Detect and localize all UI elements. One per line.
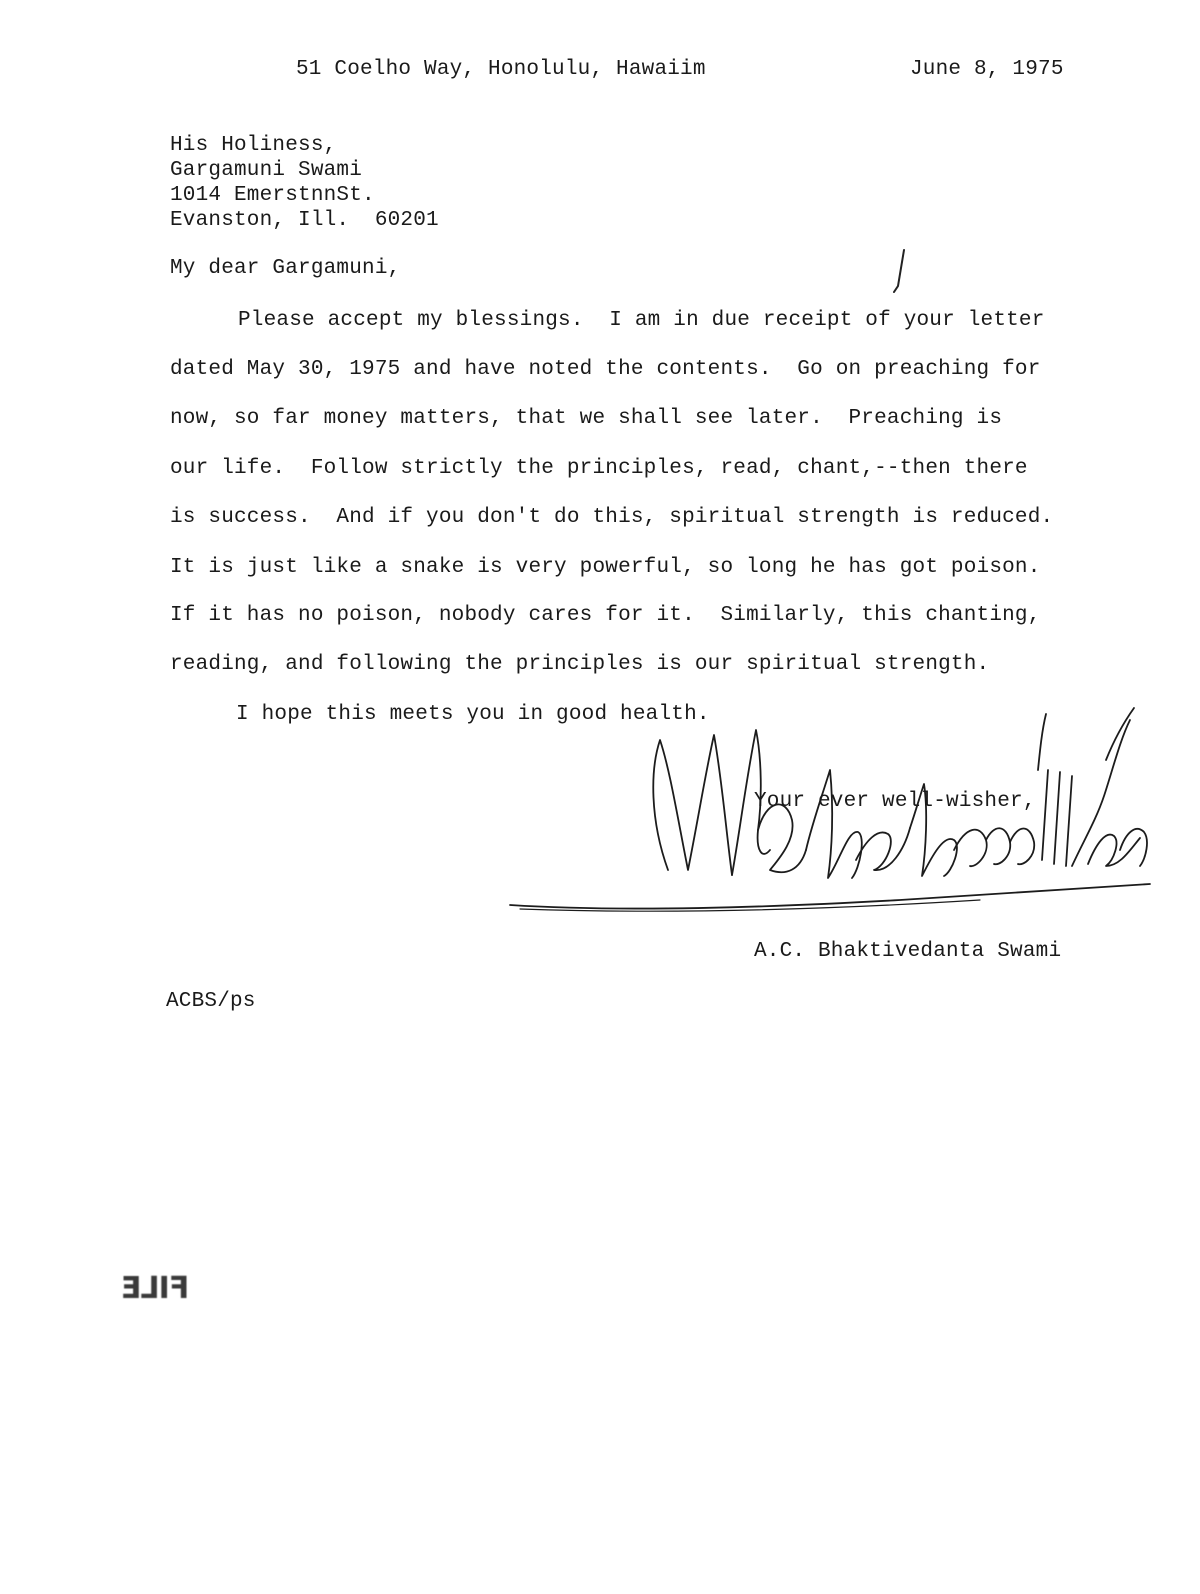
typist-initials: ACBS/ps — [166, 990, 256, 1013]
body-line: Please accept my blessings. I am in due receipt of your letter — [238, 309, 1045, 332]
letter-date: June 8, 1975 — [910, 58, 1064, 81]
recipient-name: Gargamuni Swami — [170, 159, 363, 182]
salutation: My dear Gargamuni, — [170, 257, 401, 280]
pen-tick-mark — [880, 248, 920, 298]
recipient-city: Evanston, Ill. 60201 — [170, 209, 439, 232]
body-line: dated May 30, 1975 and have noted the contents. Go on preaching for — [170, 358, 1041, 381]
body-line: our life. Follow strictly the principles, read, chant,--then there — [170, 457, 1028, 480]
recipient-street: 1014 EmerstnnSt. — [170, 184, 375, 207]
recipient-title: His Holiness, — [170, 134, 337, 157]
signoff: Your ever well-wisher, — [754, 790, 1036, 813]
body-line: is success. And if you don't do this, spiritual strength is reduced. — [170, 506, 1054, 529]
body-line: now, so far money matters, that we shall see later. Preaching is — [170, 407, 1003, 430]
body-line: It is just like a snake is very powerful, so long he has got poison. — [170, 556, 1041, 579]
body-line: reading, and following the principles is our spiritual strength. — [170, 653, 990, 676]
file-stamp: FILE — [122, 1271, 190, 1306]
sender-address: 51 Coelho Way, Honolulu, Hawaiim — [296, 58, 706, 81]
signer-name: A.C. Bhaktivedanta Swami — [754, 940, 1062, 963]
body-line: If it has no poison, nobody cares for it. Similarly, this chanting, — [170, 604, 1041, 627]
closing-line: I hope this meets you in good health. — [236, 703, 710, 726]
